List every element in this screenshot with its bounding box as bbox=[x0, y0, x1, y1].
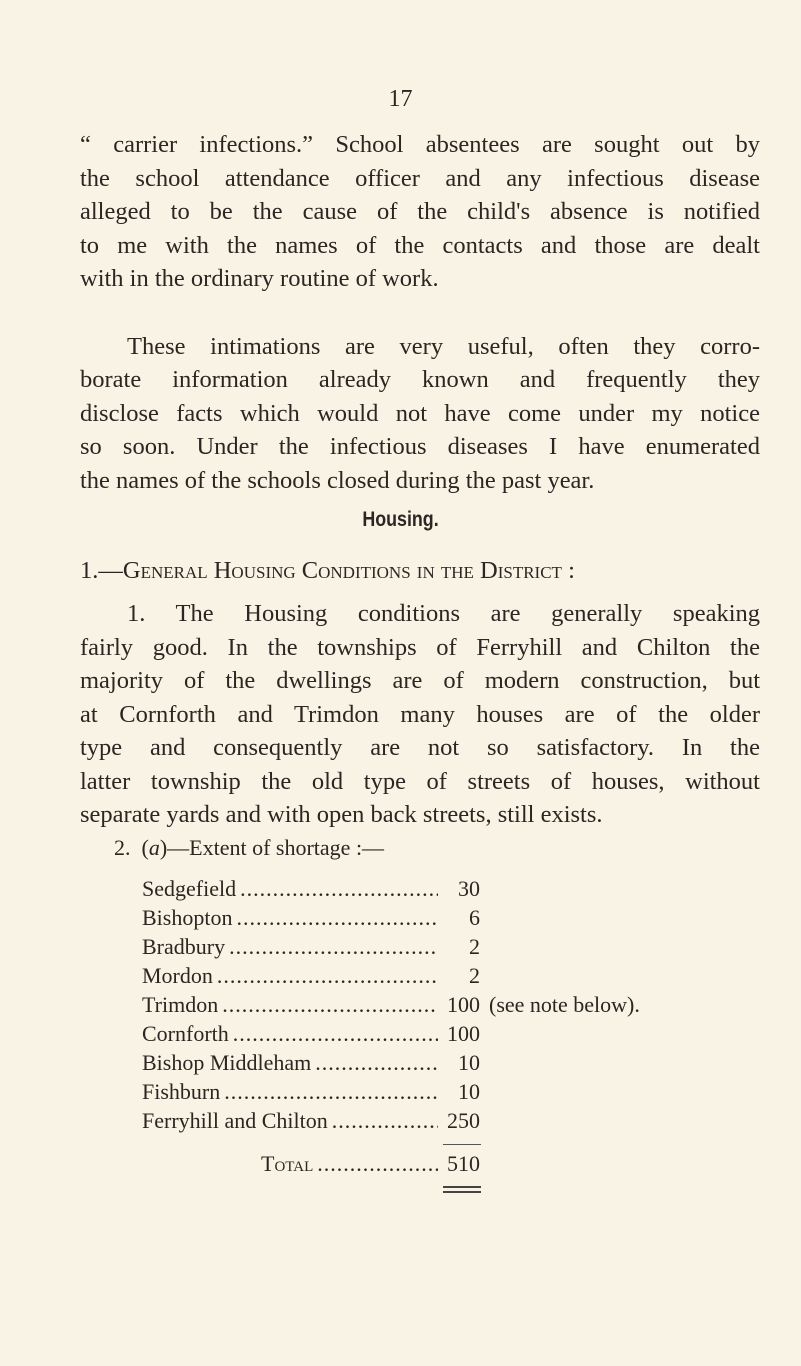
subheading: 1.—General Housing Conditions in the District : bbox=[80, 557, 575, 584]
text-line: fairly good. In the townships of Ferryhill and Chilton the bbox=[80, 634, 760, 661]
text-line: so soon. Under the infectious diseases I have enumerated bbox=[80, 433, 760, 460]
text-line: type and consequently are not so satisfactory. In the bbox=[80, 734, 760, 761]
text-line: alleged to be the cause of the child's absence is notified bbox=[80, 198, 760, 225]
double-rule bbox=[443, 1186, 481, 1193]
list-item: Mordon ..... 2 bbox=[142, 962, 480, 990]
text-line: the school attendance officer and any infectious disease bbox=[80, 165, 760, 192]
text-line: the names of the schools closed during the past year. bbox=[80, 467, 595, 494]
trimdon-note: (see note below). bbox=[489, 992, 640, 1017]
list-item: Cornforth ..... 100 bbox=[142, 1020, 480, 1048]
sum-rule bbox=[443, 1144, 481, 1145]
text-line: “ carrier infections.” School absentees are sought out by bbox=[80, 131, 760, 158]
text-line: 1. The Housing conditions are generally speaking bbox=[127, 600, 760, 627]
total-row: Total ..... 510 bbox=[261, 1150, 480, 1178]
title-letter: a bbox=[148, 835, 160, 860]
list-item: Sedgefield ..... 30 bbox=[142, 875, 480, 903]
page-number: 17 bbox=[388, 86, 413, 112]
list-item: Fishburn ..... 10 bbox=[142, 1078, 480, 1106]
list-item: Bishopton ..... 6 bbox=[142, 904, 480, 932]
text-line: separate yards and with open back streets, still exists. bbox=[80, 801, 603, 828]
text-line: with in the ordinary routine of work. bbox=[80, 265, 439, 292]
section-heading: Housing. bbox=[362, 508, 439, 531]
text-line: majority of the dwellings are of modern construction, but bbox=[80, 667, 760, 694]
title-number: 2. bbox=[114, 835, 131, 860]
list-item: Bradbury ..... 2 bbox=[142, 933, 480, 961]
list-item: Trimdon ..... 100 bbox=[142, 991, 480, 1019]
text-line: borate information already known and frequently they bbox=[80, 366, 760, 393]
text-line: at Cornforth and Trimdon many houses are of the older bbox=[80, 701, 760, 728]
shortage-title: 2. (a)—Extent of shortage :— bbox=[114, 835, 385, 860]
text-line: to me with the names of the contacts and those are dealt bbox=[80, 232, 760, 259]
text-line: latter township the old type of streets of houses, without bbox=[80, 768, 760, 795]
list-item: Ferryhill and Chilton ..... 250 bbox=[142, 1107, 480, 1135]
text-line: These intimations are very useful, often they corro- bbox=[127, 333, 760, 360]
title-text: —Extent of shortage :— bbox=[167, 835, 385, 860]
text-line: disclose facts which would not have come under my notice bbox=[80, 400, 760, 427]
list-item: Bishop Middleham ..... 10 bbox=[142, 1049, 480, 1077]
